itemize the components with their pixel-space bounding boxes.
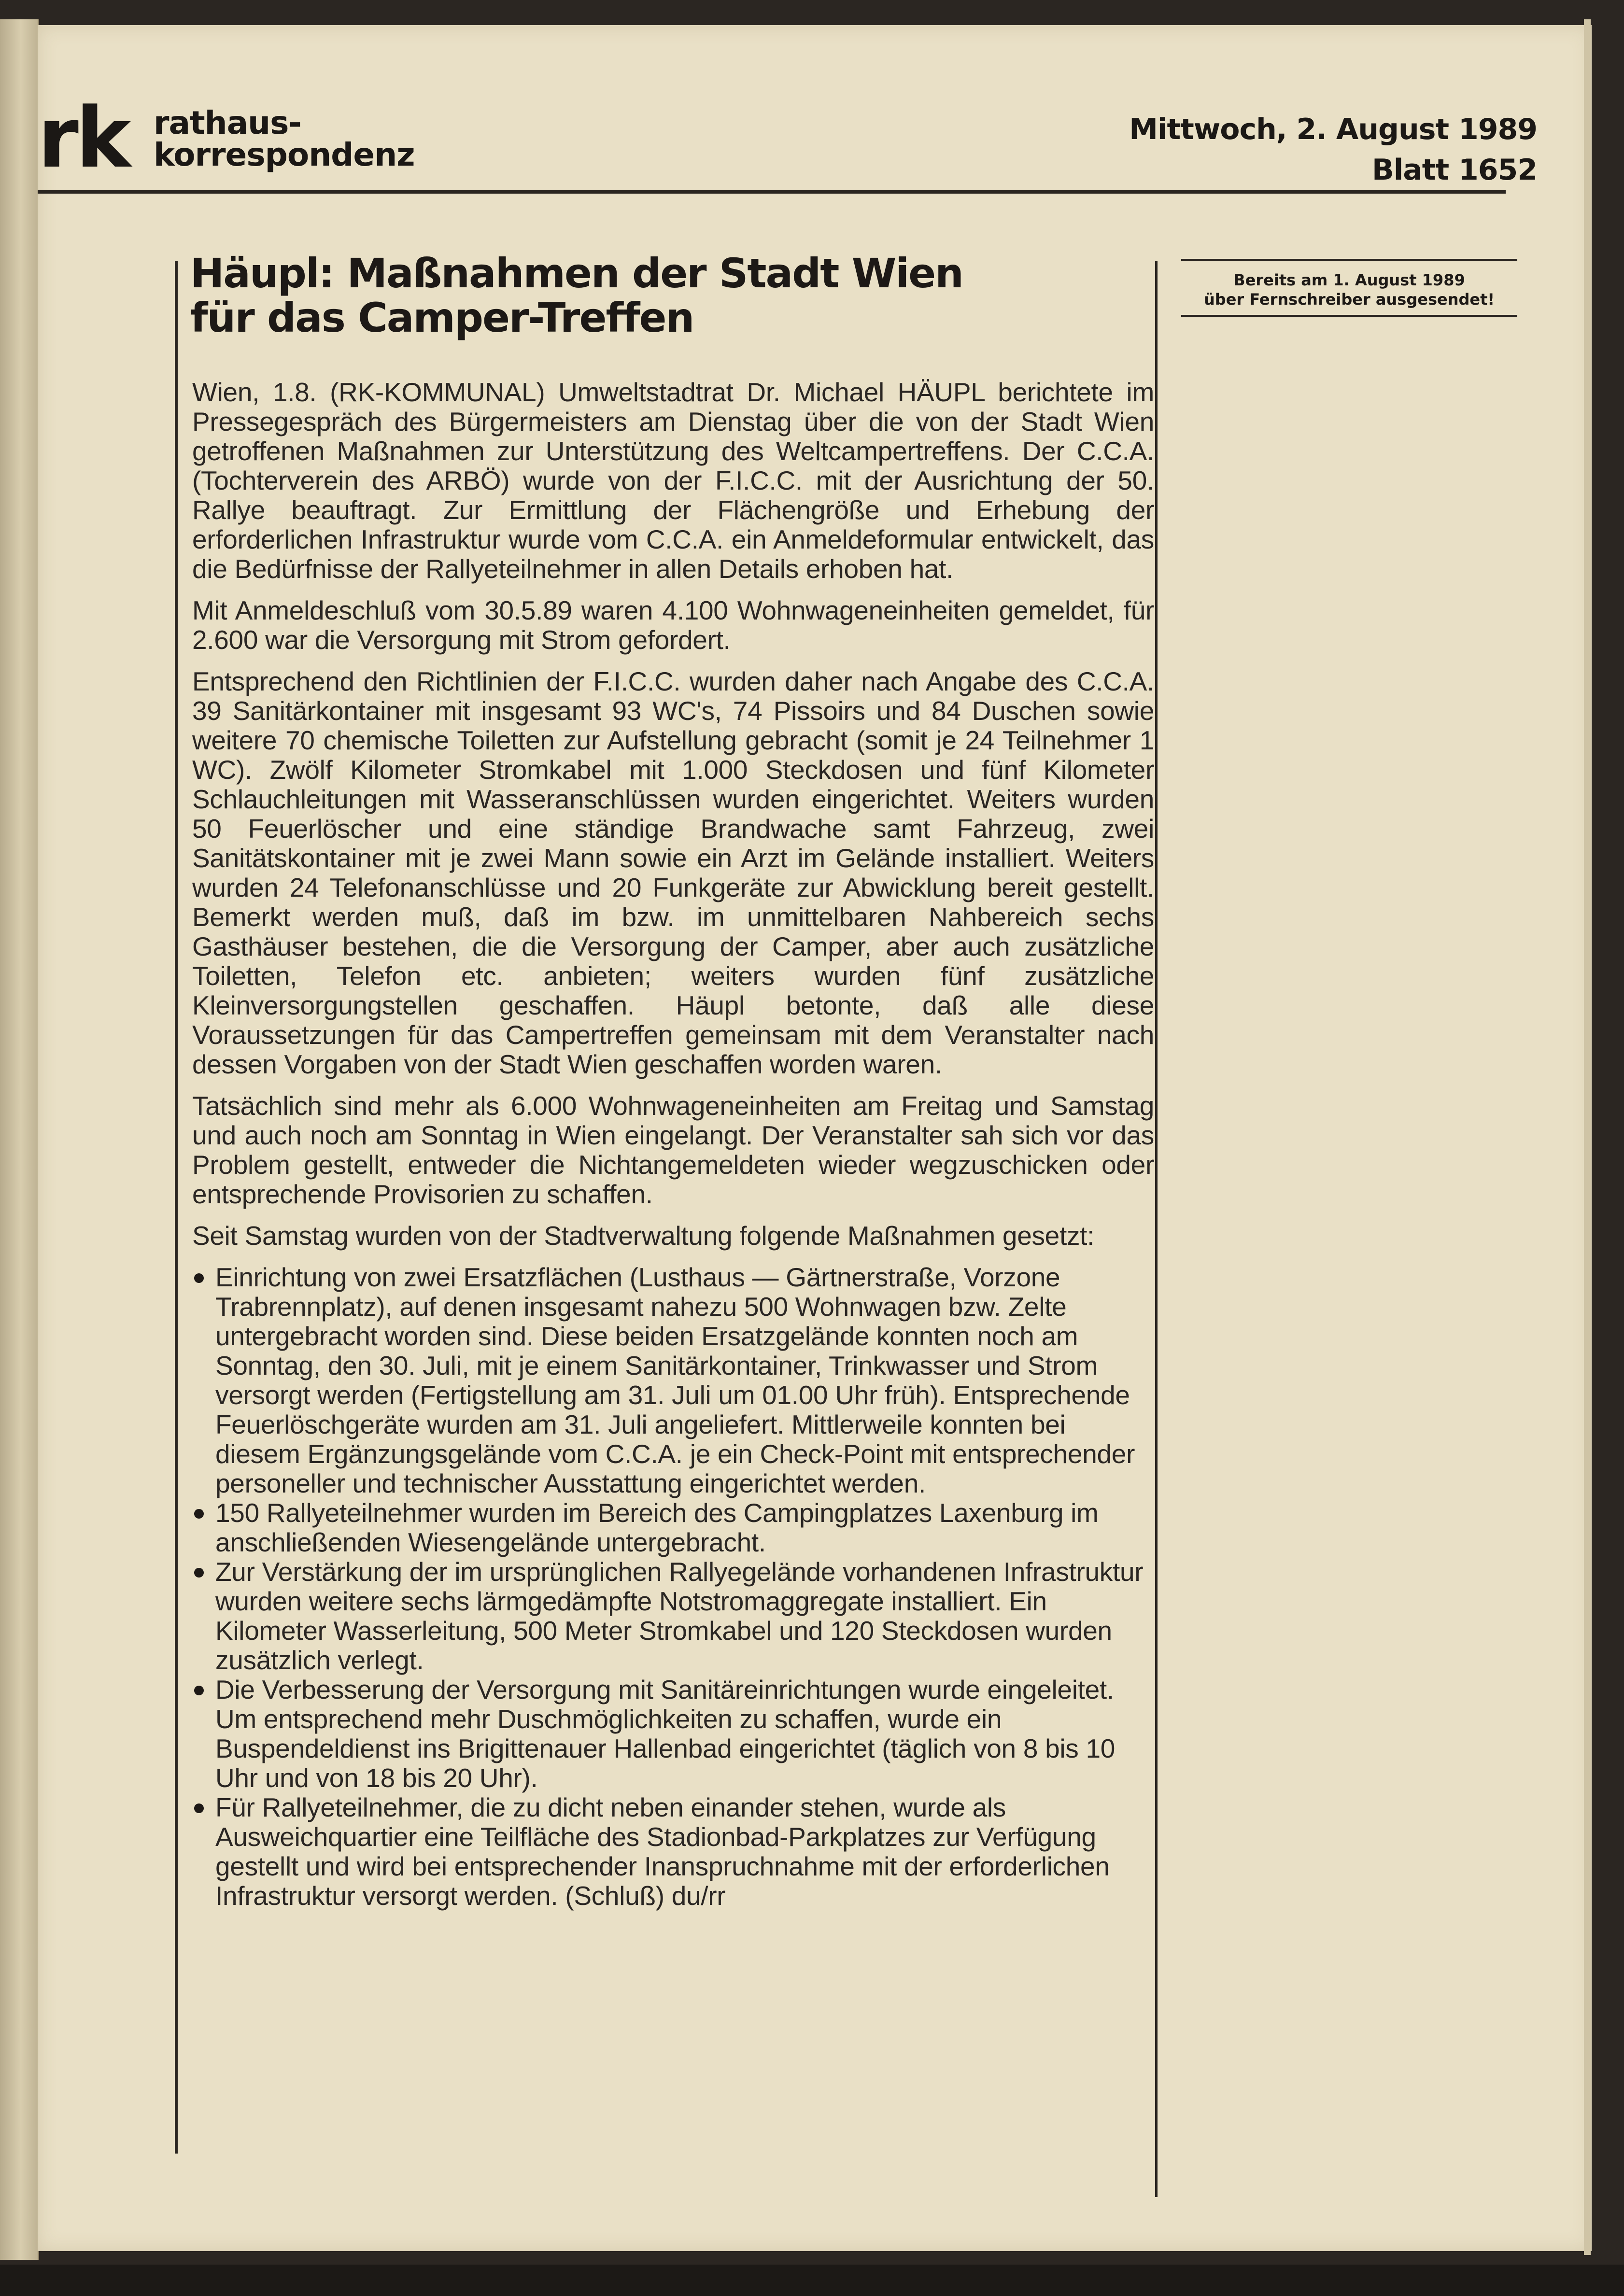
article xyxy=(188,251,1154,1911)
article-headline xyxy=(190,251,1154,340)
distribution-note-line-1: Bereits am 1. August 1989 xyxy=(1233,271,1465,289)
list-item xyxy=(188,1675,1154,1793)
logo-mark: rk xyxy=(38,89,128,186)
bullet-icon xyxy=(194,1568,204,1578)
distribution-note-line-2: über Fernschreiber ausgesendet! xyxy=(1204,290,1495,309)
header-divider xyxy=(38,190,1506,194)
list-item xyxy=(188,1498,1154,1557)
headline-line-2: für das Camper-Treffen xyxy=(190,294,694,341)
logo-text xyxy=(154,104,415,173)
bullet-icon xyxy=(194,1803,204,1813)
page-edge xyxy=(1584,19,1591,2255)
book-binding xyxy=(0,19,39,2260)
list-item-text: Die Verbesserung der Versorgung mit Sanitäreinrichtungen wurde eingeleitet. Um entsprechend mehr Duschmöglichkeiten zu schaffen, wurde ein Buspendeldienst ins Brigittenauer Hallenbad eingerichtet (täglich von 8 bis 10 Uhr und von 18 bis 20 Uhr). xyxy=(215,1675,1116,1793)
paragraph: Entsprechend den Richtlinien der F.I.C.C. wurden daher nach Angabe des C.C.A. 39 Sanitärkontainer mit insgesamt 93 WC's, 74 Pissoirs und 84 Duschen sowie weitere 70 chemische Toiletten zur Aufstellung gebracht (somit je 24 Teilnehmer 1 WC). Zwölf Kilometer Stromkabel mit 1.000 Steckdosen und fünf Kilometer Schlauchleitungen mit Wasseranschlüssen wurden eingerichtet. Weiters wurden 50 Feuerlöscher und eine ständige Brandwache samt Fahrzeug, zwei Sanitätskontainer mit je zwei Mann sowie ein Arzt im Gelände installiert. Weiters wurden 24 Telefonanschlüsse und 20 Funkgeräte zur Abwicklung bereit gestellt. Bemerkt werden muß, daß im bzw. im unmittelbaren Nahbereich sechs Gasthäuser bestehen, die die Versorgung der Camper, aber auch zusätzliche Toiletten, Telefon etc. anbieten; weiters wurden fünf zusätzliche Kleinversorgungstellen geschaffen. Häupl betonte, daß alle diese Voraussetzungen für das Campertreffen gemeinsam mit dem Veranstalter nach dessen Vorgaben von der Stadt Wien geschaffen worden waren. xyxy=(192,666,1154,1079)
list-item-text: 150 Rallyeteilnehmer wurden im Bereich des Campingplatzes Laxenburg im anschließenden Wiesengelände untergebracht. xyxy=(215,1498,1099,1557)
list-item-text: Für Rallyeteilnehmer, die zu dicht neben einander stehen, wurde als Ausweichquartier eine Teilfläche des Stadionbad-Parkplatzes zur Verfügung gestellt und wird bei entsprechender Inanspruchnahme mit der erforderlichen Infrastruktur versorgt werden. (Schluß) du/rr xyxy=(215,1792,1110,1911)
distribution-note xyxy=(1181,259,1517,317)
bullet-icon xyxy=(194,1686,204,1695)
logo-line-2: korrespondenz xyxy=(154,136,415,173)
paragraph: Wien, 1.8. (RK-KOMMUNAL) Umweltstadtrat Dr. Michael HÄUPL berichtete im Pressegespräch des Bürgermeisters am Dienstag über die von der Stadt Wien getroffenen Maßnahmen zur Unterstützung des Weltcampertreffens. Der C.C.A. (Tochterverein des ARBÖ) wurde von der F.I.C.C. mit der Ausrichtung der 50. Rallye beauftragt. Zur Ermittlung der Flächengröße und Erhebung der erforderlichen Infrastruktur wurde vom C.C.A. ein Anmeldeformular entwickelt, das die Bedürfnisse der Rallyeteilnehmer in allen Details erhoben hat. xyxy=(192,377,1154,584)
bullet-icon xyxy=(194,1509,204,1519)
list-item-text: Zur Verstärkung der im ursprünglichen Rallyegelände vorhandenen Infrastruktur wurden weitere sechs lärmgedämpfte Notstromaggregate installiert. Ein Kilometer Wasserleitung, 500 Meter Stromkabel und 120 Steckdosen wurden zusätzlich verlegt. xyxy=(215,1557,1144,1675)
article-margin-rule xyxy=(175,261,178,2154)
headline-line-1: Häupl: Maßnahmen der Stadt Wien xyxy=(190,250,963,297)
logo-line-1: rathaus- xyxy=(154,104,301,141)
bullet-icon xyxy=(194,1273,204,1283)
paragraph: Seit Samstag wurden von der Stadtverwaltung folgende Maßnahmen gesetzt: xyxy=(192,1221,1095,1251)
column-divider xyxy=(1155,261,1158,2197)
paragraph: Mit Anmeldeschluß vom 30.5.89 waren 4.100 Wohnwageneinheiten gemeldet, für 2.600 war die Versorgung mit Strom gefordert. xyxy=(192,595,1154,655)
list-item xyxy=(188,1557,1154,1675)
header-meta xyxy=(1102,109,1537,190)
issue-date: Mittwoch, 2. August 1989 xyxy=(1129,113,1537,146)
paragraph: Tatsächlich sind mehr als 6.000 Wohnwageneinheiten am Freitag und Samstag und auch noch am Sonntag in Wien eingelangt. Der Veranstalter sah sich vor das Problem gestellt, entweder die Nichtangemeldeten wieder wegzuschicken oder entsprechende Provisorien zu schaffen. xyxy=(192,1091,1154,1209)
sheet-number: Blatt 1652 xyxy=(1371,153,1537,187)
measures-list xyxy=(188,1263,1154,1911)
list-item xyxy=(188,1263,1154,1498)
list-item xyxy=(188,1793,1154,1911)
list-item-text: Einrichtung von zwei Ersatzflächen (Lusthaus — Gärtnerstraße, Vorzone Trabrennplatz), auf denen insgesamt nahezu 500 Wohnwagen bzw. Zelte untergebracht worden sind. Diese beiden Ersatzgelände konnten noch am Sonntag, den 30. Juli, mit je einem Sanitärkontainer, Trinkwasser und Strom versorgt werden (Fertigstellung am 31. Juli um 01.00 Uhr früh). Entsprechende Feuerlöschgeräte wurden am 31. Juli angeliefert. Mittlerweile konnten bei diesem Ergänzungsgelände vom C.C.A. je ein Check-Point mit entsprechender personeller und technischer Ausstattung eingerichtet werden. xyxy=(215,1262,1135,1498)
scan-border xyxy=(0,2265,1624,2296)
